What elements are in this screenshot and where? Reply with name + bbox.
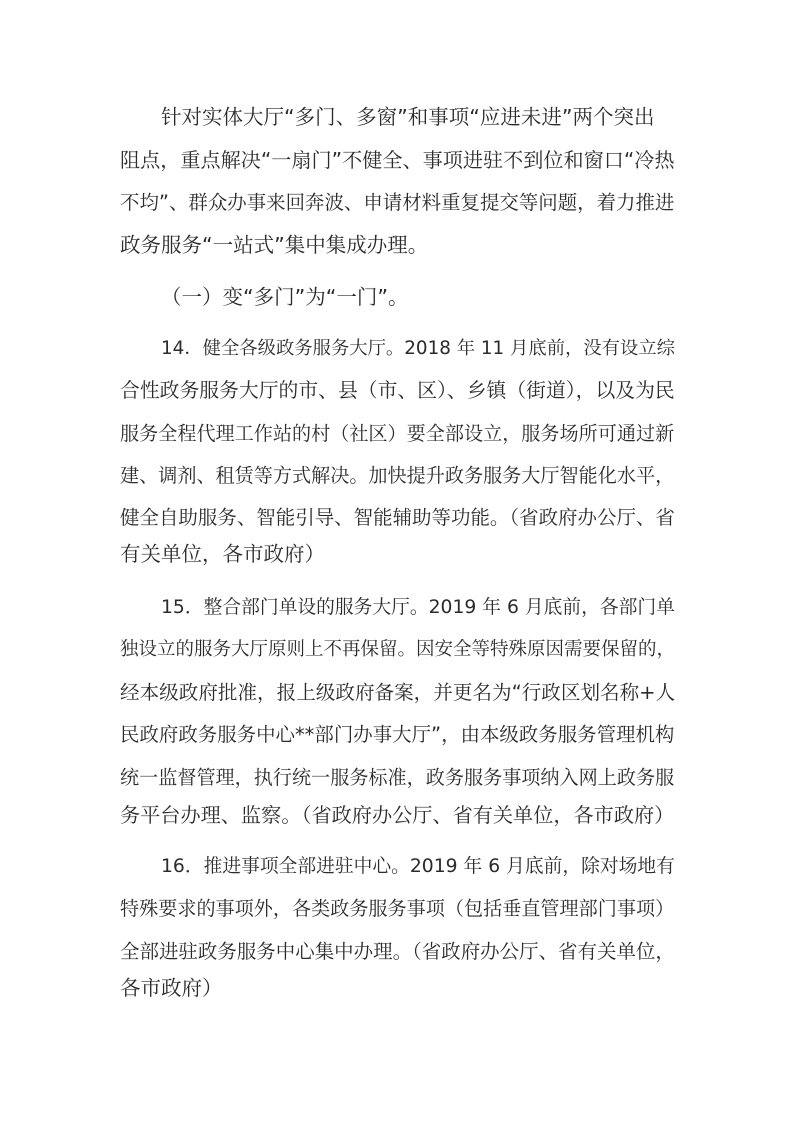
item-14-line-4: 建、调剂、租赁等方式解决。加快提升政务服务大厅智能化水平， [120,464,675,487]
item-14-line-1: 14．健全各级政务服务大厅。2018 年 11 月底前，没有设立综 [161,338,675,359]
item-15-line-6: 务平台办理、监察。（省政府办公厅、省有关单位，各市政府） [120,803,675,827]
item-16-line-3: 全部进驻政务服务中心集中办理。（省政府办公厅、省有关单位， [120,940,675,963]
section-heading: （一）变“多门”为“一门”。 [161,285,409,309]
intro-line-4: 政务服务“一站式”集中集成办理。 [120,233,429,257]
item-15-line-4: 民政府政务服务中心**部门办事大厅”，由本级政务服务管理机构 [120,723,675,746]
item-14-line-2: 合性政务服务大厅的市、县（市、区）、乡镇（街道），以及为民 [120,379,675,402]
intro-line-1: 针对实体大厅“多门、多窗”和事项“应进未进”两个突出 [161,105,655,129]
item-15-line-1: 15．整合部门单设的服务大厅。2019 年 6 月底前，各部门单 [161,597,675,618]
item-16-line-1: 16．推进事项全部进驻中心。2019 年 6 月底前，除对场地有 [161,856,675,877]
item-15-line-3: 经本级政府批准，报上级政府备案，并更名为“行政区划名称+人 [120,681,676,704]
item-14-line-6: 有关单位，各市政府） [120,542,325,566]
item-15-line-5: 统一监督管理，执行统一服务标准，政务服务事项纳入网上政务服 [120,766,675,789]
item-16-line-4: 各市政府） [120,976,223,1000]
item-14-line-3: 服务全程代理工作站的村（社区）要全部设立，服务场所可通过新 [120,422,675,445]
intro-line-3: 不均”、群众办事来回奔波、申请材料重复提交等问题，着力推进 [120,191,675,214]
item-15-line-2: 独设立的服务大厅原则上不再保留。因安全等特殊原因需要保留的， [120,639,676,660]
item-14-line-5: 健全自助服务、智能引导、智能辅助等功能。（省政府办公厅、省 [120,506,675,529]
item-16-line-2: 特殊要求的事项外，各类政务服务事项（包括垂直管理部门事项） [120,897,675,920]
intro-line-2: 阻点，重点解决“一扇门”不健全、事项进驻不到位和窗口“冷热 [120,148,675,172]
